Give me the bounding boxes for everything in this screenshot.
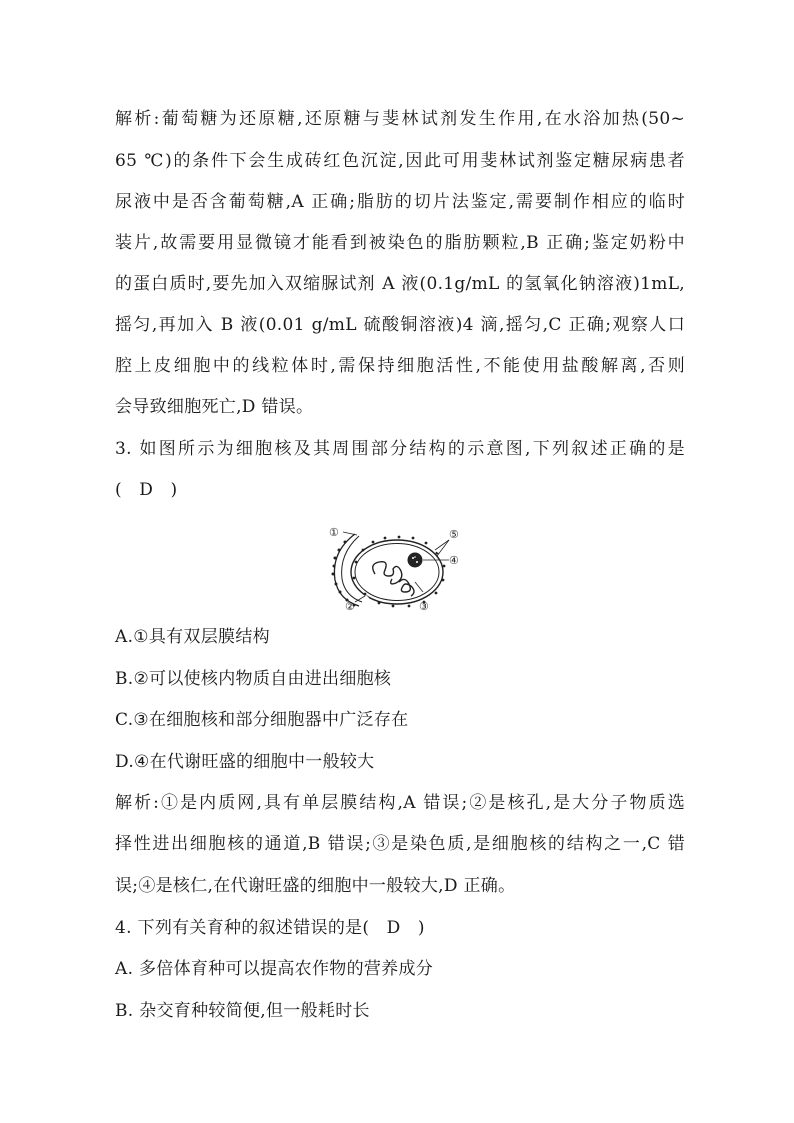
q3-answer: ( D ) bbox=[115, 480, 178, 500]
q2-analysis-line-3: 尿液中是否含葡萄糖,A 正确;脂肪的切片法鉴定,需要制作相应的临时 bbox=[115, 192, 685, 212]
q3-analysis-line-1: 解析:①是内质网,具有单层膜结构,A 错误;②是核孔,是大分子物质选 bbox=[115, 793, 685, 813]
label-5: ⑤ bbox=[449, 528, 459, 541]
q3-stem: 3. 如图所示为细胞核及其周围部分结构的示意图,下列叙述正确的是 bbox=[115, 439, 685, 459]
q4-stem: 4. 下列有关育种的叙述错误的是( D ) bbox=[115, 918, 425, 938]
label-3: ③ bbox=[419, 600, 429, 612]
q4-option-a: A. 多倍体育种可以提高农作物的营养成分 bbox=[115, 959, 434, 979]
chromatin bbox=[373, 562, 414, 596]
q2-analysis-line-8: 会导致细胞死亡,D 错误。 bbox=[115, 397, 314, 417]
nucleus-diagram bbox=[325, 522, 465, 612]
q3-analysis-line-3: 误;④是核仁,在代谢旺盛的细胞中一般较大,D 正确。 bbox=[115, 876, 516, 896]
q3-option-a: A.①具有双层膜结构 bbox=[115, 627, 270, 647]
q3-option-d: D.④在代谢旺盛的细胞中一般较大 bbox=[115, 752, 375, 772]
q2-analysis-line-5: 的蛋白质时,要先加入双缩脲试剂 A 液(0.1g/mL 的氢氧化钠溶液)1mL, bbox=[115, 274, 685, 294]
q2-analysis-line-2: 65 ℃)的条件下会生成砖红色沉淀,因此可用斐林试剂鉴定糖尿病患者 bbox=[115, 151, 685, 171]
q3-option-c: C.③在细胞核和部分细胞器中广泛存在 bbox=[115, 710, 409, 730]
label-2: ② bbox=[345, 600, 355, 612]
label-1: ① bbox=[329, 526, 339, 539]
nuclear-envelope-inner bbox=[355, 544, 439, 601]
nucleolus bbox=[408, 553, 423, 568]
q2-analysis-line-6: 摇匀,再加入 B 液(0.01 g/mL 硫酸铜溶液)4 滴,摇匀,C 正确;观察人口 bbox=[115, 315, 685, 335]
q2-analysis-line-4: 装片,故需要用显微镜才能看到被染色的脂肪颗粒,B 正确;鉴定奶粉中 bbox=[115, 233, 685, 253]
q3-analysis-line-2: 择性进出细胞核的通道,B 错误;③是染色质,是细胞核的结构之一,C 错 bbox=[115, 834, 685, 854]
q2-analysis-line-7: 腔上皮细胞中的线粒体时,需保持细胞活性,不能使用盐酸解离,否则 bbox=[115, 356, 685, 376]
q4-option-b: B. 杂交育种较简便,但一般耗时长 bbox=[115, 1001, 370, 1021]
label-4: ④ bbox=[449, 554, 459, 567]
q3-option-b: B.②可以使核内物质自由进出细胞核 bbox=[115, 669, 392, 689]
q2-analysis-line-1: 解析:葡萄糖为还原糖,还原糖与斐林试剂发生作用,在水浴加热(50~ bbox=[115, 109, 685, 129]
